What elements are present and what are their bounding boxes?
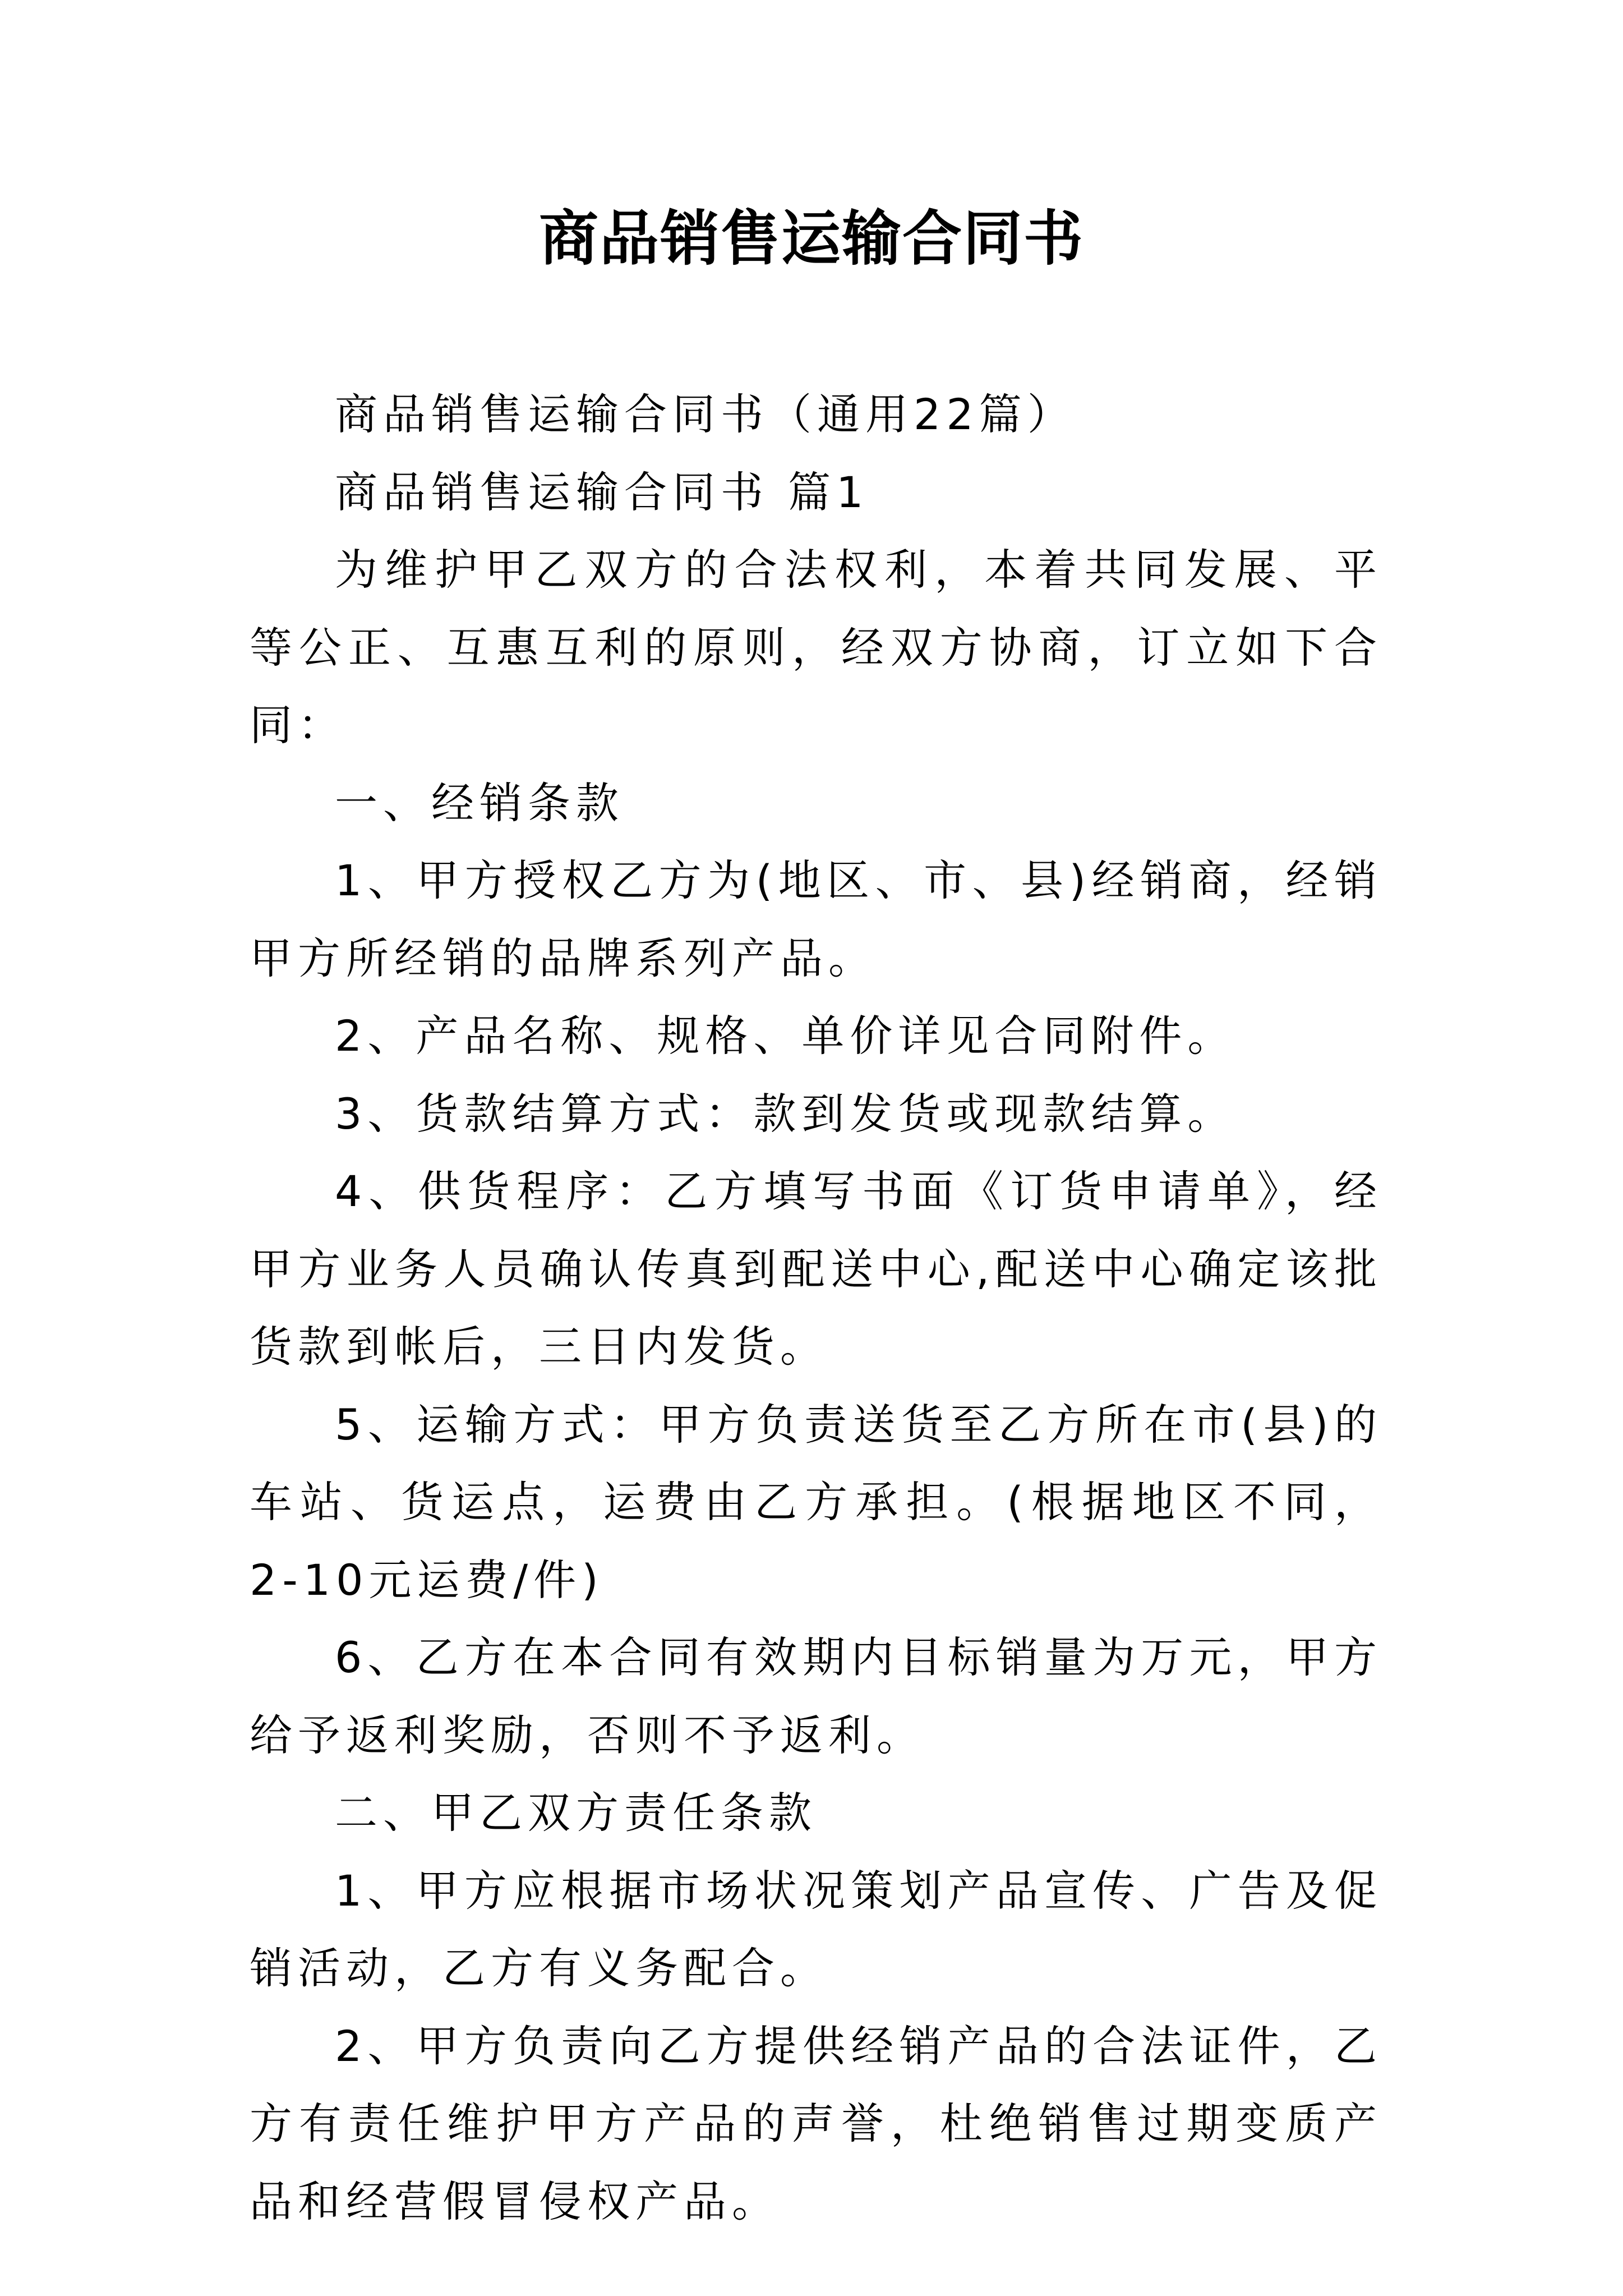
paragraph: 2、产品名称、规格、单价详见合同附件。 (335, 1011, 1236, 1061)
paragraph: 商品销售运输合同书（通用22篇） (335, 389, 1076, 439)
paragraph: 4、供货程序：乙方填写书面《订货申请单》，经甲方业务人员确认传真到配送中心,配送中心确定该批货款到帐后，三日内发货。 (250, 1166, 1382, 1372)
document-title: 商品销售运输合同书 (539, 203, 1084, 273)
paragraph: 为维护甲乙双方的合法权利，本着共同发展、平等公正、互惠互利的原则，经双方协商，订立如下合同： (250, 545, 1382, 750)
paragraph: 5、运输方式：甲方负责送货至乙方所在市(县)的车站、货运点，运费由乙方承担。(根据地区不同，2-10元运费/件) (250, 1399, 1382, 1605)
paragraph: 1、甲方应根据市场状况策划产品宣传、广告及促销活动，乙方有义务配合。 (250, 1865, 1382, 1993)
section-heading: 一、经销条款 (335, 777, 624, 828)
paragraph: 2、甲方负责向乙方提供经销产品的合法证件，乙方有责任维护甲方产品的声誉，杜绝销售过期变质产品和经营假冒侵权产品。 (250, 2021, 1382, 2226)
document-body (250, 376, 1382, 2240)
paragraph: 1、甲方授权乙方为(地区、市、县)经销商，经销甲方所经销的品牌系列产品。 (250, 855, 1382, 983)
section-heading: 二、甲乙双方责任条款 (335, 1788, 817, 1838)
paragraph: 3、货款结算方式：款到发货或现款结算。 (335, 1088, 1236, 1139)
paragraph: 6、乙方在本合同有效期内目标销量为万元，甲方给予返利奖励，否则不予返利。 (250, 1632, 1382, 1760)
paragraph: 商品销售运输合同书 篇1 (335, 467, 869, 517)
